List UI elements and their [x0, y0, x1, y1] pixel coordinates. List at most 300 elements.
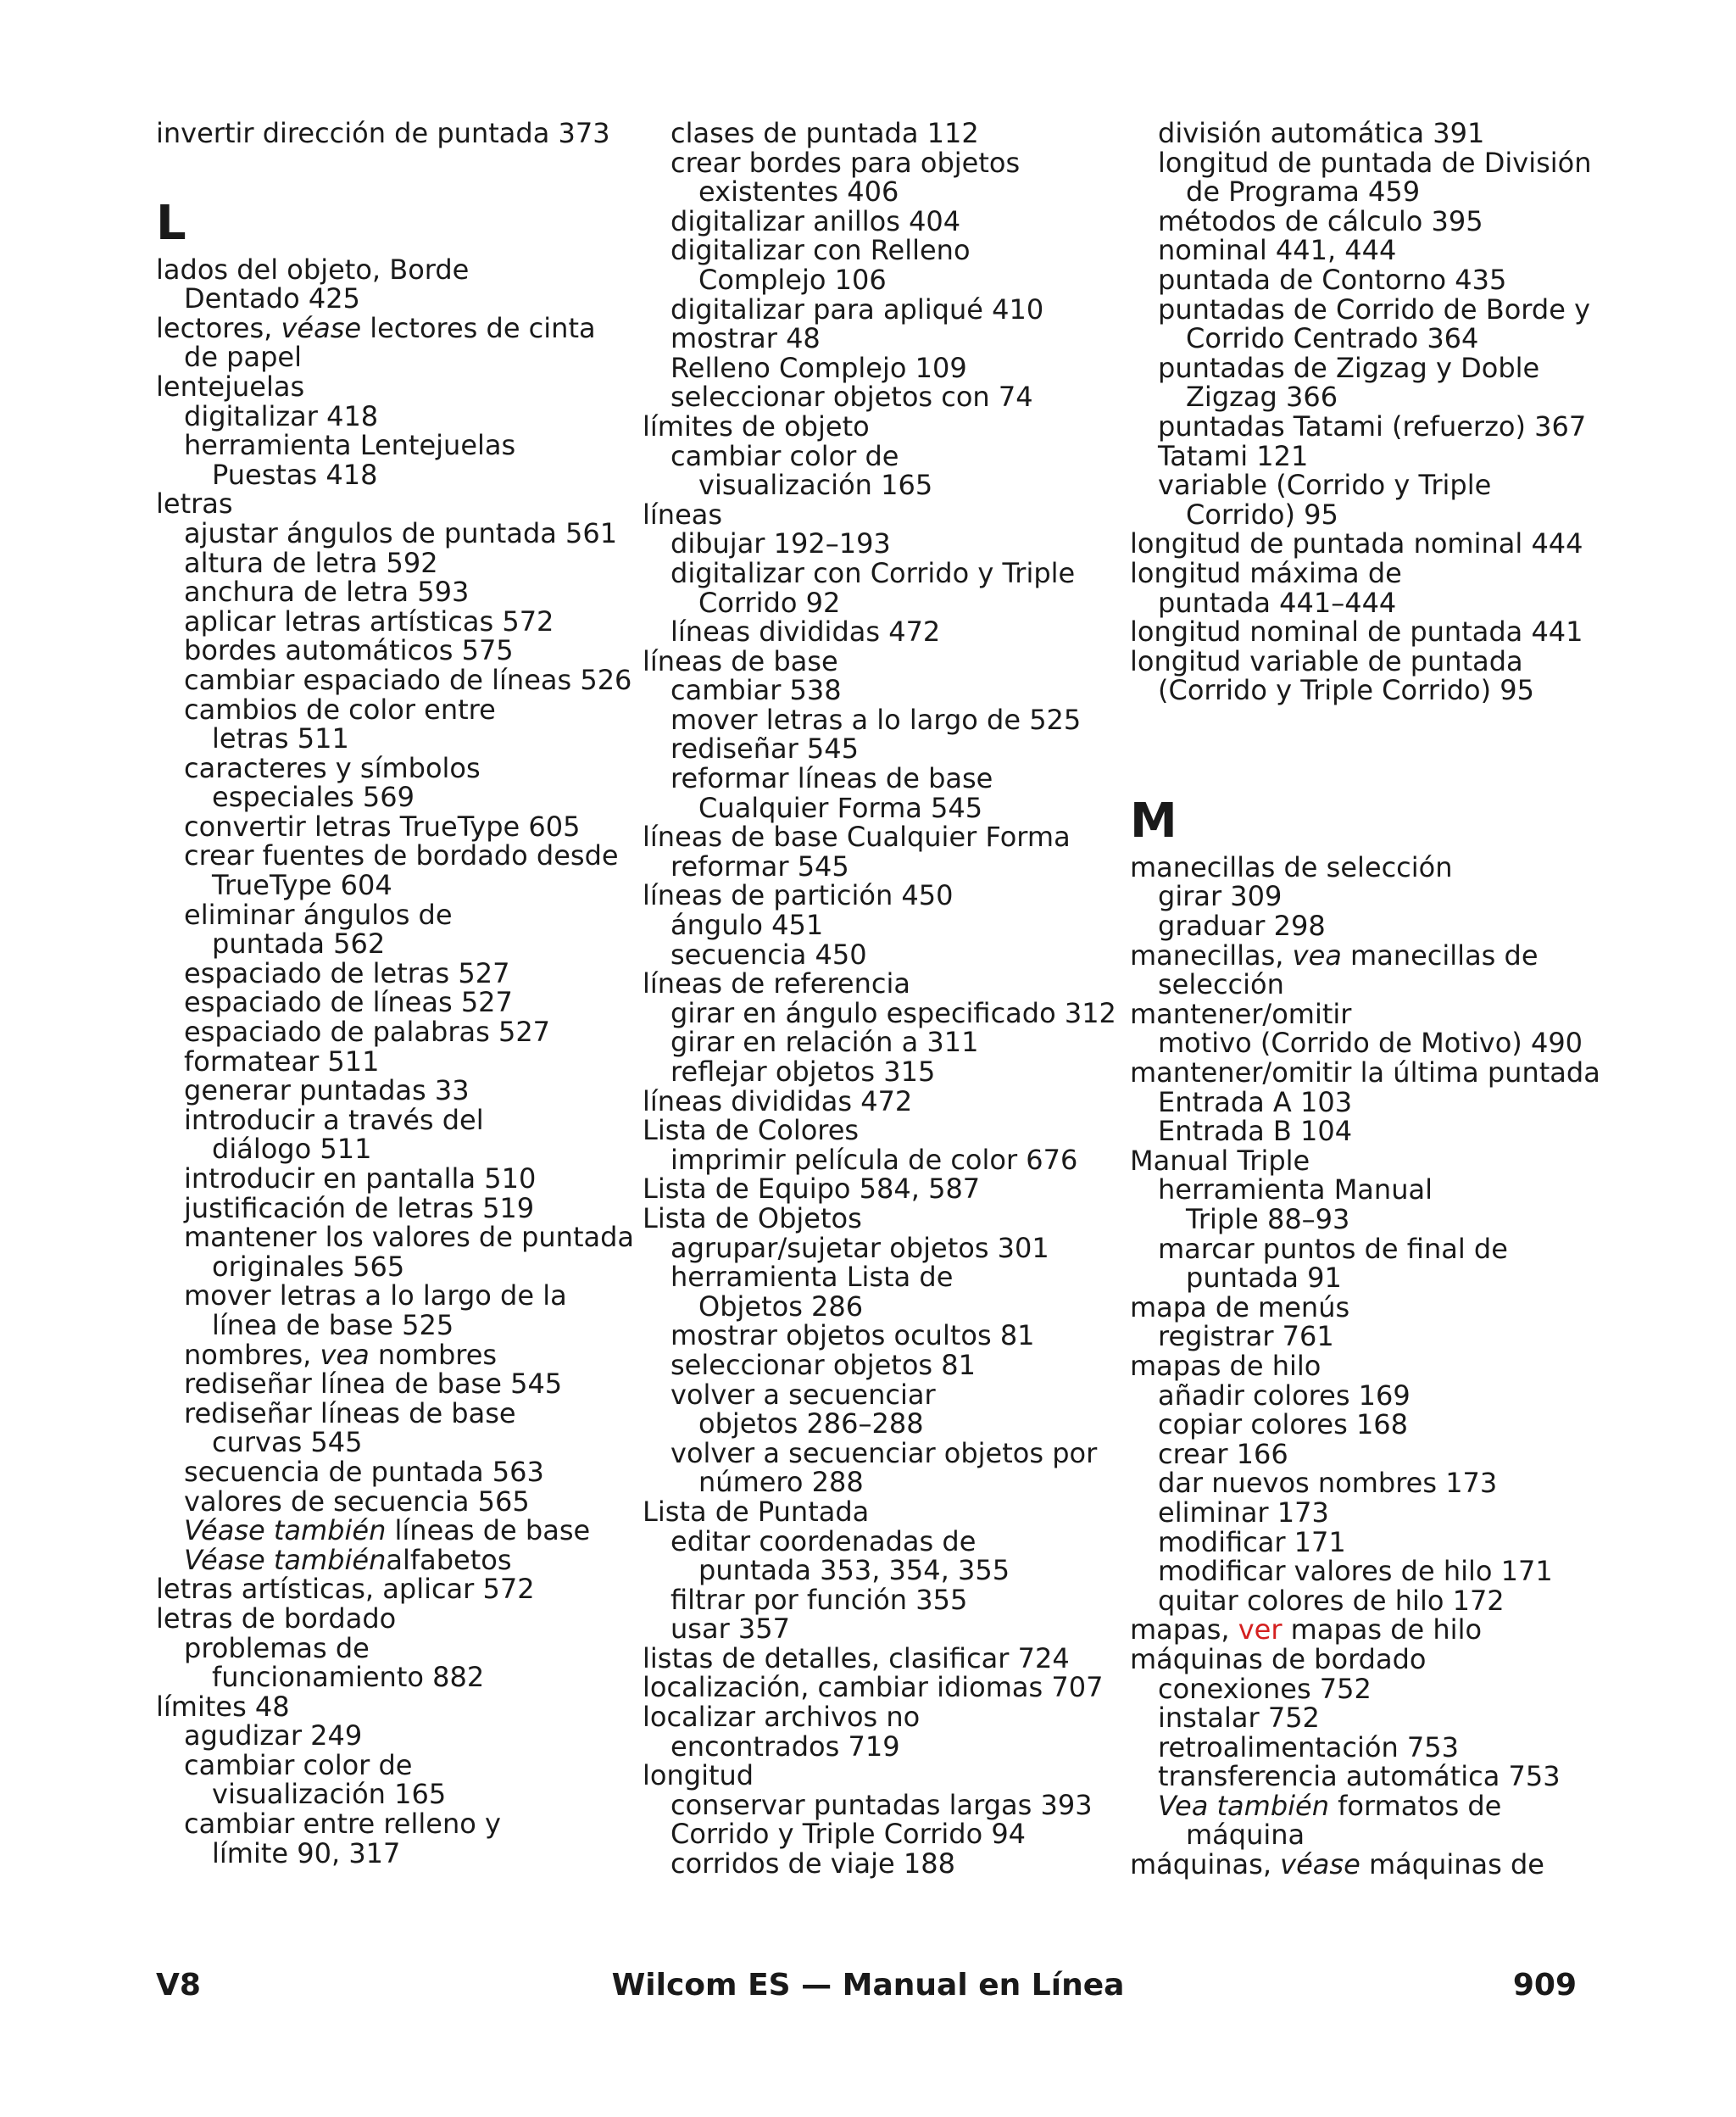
- entry-text: digitalizar con Corrido y Triple: [670, 556, 1076, 589]
- index-entry: [156, 841, 631, 871]
- entry-text: alfabetos: [386, 1543, 512, 1576]
- index-entry: [156, 1252, 631, 1282]
- index-entry: [1130, 1381, 1613, 1411]
- entry-text: agudizar 249: [184, 1719, 363, 1752]
- index-entry: [156, 1487, 631, 1517]
- entry-text: límite 90, 317: [212, 1836, 401, 1869]
- entry-text: Objetos 286: [698, 1290, 864, 1323]
- entry-text: líneas: [643, 498, 723, 531]
- entry-text: mapas de hilo: [1130, 1349, 1321, 1382]
- entry-text: valores de secuencia 565: [184, 1485, 530, 1518]
- entry-text: letras: [156, 487, 233, 521]
- index-entry: invertir dirección de puntada 373: [156, 117, 610, 149]
- entry-text: Lista de Objetos: [643, 1201, 862, 1234]
- entry-text: máquinas,: [1130, 1848, 1281, 1881]
- entry-text: volver a secuenciar objetos por: [670, 1436, 1098, 1469]
- index-entry: [156, 663, 632, 696]
- entry-text: máquinas de bordado: [1130, 1642, 1427, 1675]
- entry-text: Lista de Colores: [643, 1114, 860, 1147]
- index-entry: [1130, 382, 1613, 412]
- entry-text: cambiar entre relleno y: [184, 1808, 501, 1841]
- index-entry: [1130, 351, 1613, 384]
- entry-text: aplicar letras artísticas 572: [184, 604, 554, 638]
- index-entry: [156, 751, 631, 784]
- entry-text: Zigzag 366: [1186, 381, 1338, 414]
- index-entry: [156, 1543, 631, 1576]
- entry-text: retroalimentación 753: [1158, 1730, 1459, 1763]
- index-entry: [1130, 941, 1613, 971]
- index-entry: [156, 900, 631, 930]
- index-entry: [643, 1262, 1117, 1292]
- index-entry: [643, 644, 1117, 677]
- index-entry: [1130, 1322, 1613, 1351]
- entry-text: ajustar ángulos de puntada 561: [184, 516, 618, 549]
- index-entry: [643, 1702, 1117, 1732]
- entry-text: ángulo 451: [670, 909, 824, 942]
- entry-text: localizar archivos no: [643, 1701, 921, 1734]
- index-entry: [1130, 882, 1613, 911]
- index-entry: [643, 852, 1117, 882]
- index-entry: [643, 439, 1117, 472]
- cross-reference: Véase también: [184, 1514, 387, 1547]
- section-heading-m: M: [1130, 793, 1177, 849]
- index-entry: [1130, 1525, 1613, 1558]
- index-entry: [156, 956, 631, 989]
- index-entry: [643, 1585, 1117, 1615]
- entry-text: división automática 391: [1158, 117, 1485, 149]
- index-entry: [643, 1819, 1117, 1849]
- index-entry: [156, 1721, 631, 1751]
- index-entry: [156, 516, 631, 549]
- index-entry: [643, 1524, 1117, 1557]
- entry-text: rediseñar 545: [670, 733, 859, 766]
- entry-text: visualización 165: [212, 1778, 447, 1811]
- entry-text: mantener/omitir: [1130, 997, 1352, 1030]
- index-entry: [643, 1436, 1117, 1469]
- entry-text: objetos 286–288: [698, 1407, 924, 1440]
- index-entry: [156, 812, 631, 842]
- entry-text: agrupar/sujetar objetos 301: [670, 1231, 1049, 1264]
- entry-text: cambiar color de: [670, 439, 899, 472]
- index-entry: [1130, 500, 1613, 530]
- entry-text: Cualquier Forma 545: [698, 791, 983, 824]
- entry-text: (Corrido y Triple Corrido) 95: [1158, 674, 1534, 707]
- index-entry: [156, 1340, 631, 1370]
- entry-text: Complejo 106: [698, 263, 887, 296]
- entry-text: diálogo 511: [212, 1133, 372, 1166]
- entry-text: usar 357: [670, 1613, 790, 1646]
- cross-reference: véase: [1280, 1848, 1360, 1881]
- entry-text: líneas divididas 472: [670, 616, 941, 649]
- entry-text: longitud máxima de: [1130, 556, 1402, 589]
- entry-text: digitalizar con Relleno: [670, 234, 971, 267]
- entry-text: reformar 545: [670, 850, 849, 883]
- index-entry: [643, 1673, 1117, 1702]
- entry-text: límites de objeto: [643, 409, 870, 443]
- entry-text: herramienta Lentejuelas: [184, 429, 516, 462]
- entry-text: cambios de color entre: [184, 693, 496, 726]
- index-entry: [1130, 1205, 1613, 1234]
- footer-page-number: 909: [1512, 1968, 1577, 2003]
- entry-text: Corrido y Triple Corrido 94: [670, 1818, 1027, 1851]
- index-entry: [156, 577, 631, 607]
- entry-text: secuencia de puntada 563: [184, 1455, 544, 1488]
- index-entry: [1130, 970, 1613, 1000]
- entry-text: localización, cambiar idiomas 707: [643, 1671, 1104, 1704]
- entry-text: cambiar color de: [184, 1748, 413, 1781]
- entry-text: líneas de base: [643, 644, 838, 677]
- index-entry: [156, 1516, 631, 1546]
- entry-text: máquinas de: [1360, 1848, 1544, 1881]
- entry-text: líneas divididas 472: [643, 1084, 913, 1117]
- entry-text: graduar 298: [1158, 910, 1326, 943]
- entry-text: líneas de base Cualquier Forma: [643, 821, 1071, 854]
- index-entry: [156, 1369, 631, 1399]
- entry-text: listas de detalles, clasificar 724: [643, 1641, 1070, 1674]
- entry-text: encontrados 719: [670, 1730, 900, 1763]
- entry-text: volver a secuenciar: [670, 1378, 936, 1411]
- index-entry: [643, 471, 1117, 500]
- entry-text: puntada de Contorno 435: [1158, 263, 1507, 296]
- entry-text: funcionamiento 882: [212, 1661, 485, 1694]
- entry-text: Tatami 121: [1158, 439, 1309, 472]
- index-entry: [156, 1076, 631, 1106]
- entry-text: mostrar 48: [670, 322, 821, 355]
- index-entry: [643, 556, 1117, 589]
- index-entry: [643, 204, 1117, 237]
- entry-text: Corrido) 95: [1186, 498, 1338, 531]
- entry-text: de papel: [184, 341, 302, 374]
- entry-text: máquina: [1186, 1819, 1305, 1852]
- entry-text: mapa de menús: [1130, 1290, 1350, 1323]
- entry-text: existentes 406: [698, 175, 899, 209]
- entry-text: espaciado de letras 527: [184, 956, 510, 989]
- index-entry: [1130, 1820, 1613, 1850]
- entry-text: originales 565: [212, 1250, 405, 1283]
- index-entry: [1130, 1351, 1613, 1381]
- index-entry: [1130, 204, 1613, 237]
- entry-text: eliminar 173: [1158, 1496, 1329, 1529]
- index-entry: [643, 292, 1117, 326]
- index-entry: [156, 604, 631, 638]
- index-entry: [156, 372, 631, 402]
- index-entry: [643, 177, 1117, 207]
- index-entry: [156, 489, 631, 519]
- index-entry: [643, 351, 1117, 384]
- entry-text: longitud: [643, 1759, 754, 1792]
- entry-text: dibujar 192–193: [670, 527, 891, 560]
- entry-text: altura de letra 592: [184, 546, 438, 579]
- index-entry: [156, 871, 631, 900]
- index-entry: [1130, 556, 1613, 589]
- entry-text: registrar 761: [1158, 1320, 1334, 1353]
- cross-reference: véase: [281, 311, 362, 344]
- index-entry: [643, 382, 1117, 412]
- index-entry: [643, 1231, 1117, 1264]
- index-entry: [1130, 1468, 1613, 1498]
- index-entry: [1130, 1642, 1613, 1675]
- footer-version: V8: [156, 1968, 201, 2003]
- index-entry: [1130, 529, 1613, 559]
- index-entry: [1130, 1058, 1613, 1088]
- index-entry: [156, 1631, 631, 1664]
- index-entry: [1130, 1263, 1613, 1293]
- entries-group: [643, 119, 1117, 1879]
- entry-text: longitud de puntada de División: [1158, 146, 1592, 179]
- index-entry: [156, 1809, 631, 1839]
- index-column-3: [1130, 119, 1613, 1880]
- index-entry: [156, 1692, 631, 1722]
- index-entry: [643, 1201, 1117, 1234]
- entry-text: modificar valores de hilo 171: [1158, 1555, 1553, 1588]
- index-entry: [156, 1047, 631, 1077]
- index-entry: [156, 1604, 631, 1634]
- index-entry: [1130, 1117, 1613, 1146]
- index-entry: [1130, 148, 1613, 178]
- index-entry: [1130, 1586, 1613, 1616]
- index-entry: [1130, 676, 1613, 705]
- entry-text: dar nuevos nombres 173: [1158, 1467, 1498, 1500]
- entry-text: cambiar 538: [670, 674, 842, 707]
- entry-text: transferencia automática 753: [1158, 1760, 1561, 1793]
- entry-text: introducir a través del: [184, 1103, 484, 1136]
- entry-text: rediseñar líneas de base: [184, 1396, 516, 1429]
- entry-text: caracteres y símbolos: [184, 751, 481, 784]
- index-column-1: [156, 117, 635, 1869]
- entry-text: rediseñar línea de base 545: [184, 1368, 563, 1401]
- index-entry: [156, 988, 631, 1017]
- entry-text: curvas 545: [212, 1426, 363, 1459]
- entry-text: Entrada A 103: [1158, 1085, 1353, 1118]
- index-entry: [643, 1849, 1117, 1879]
- entry-text: mantener los valores de puntada: [184, 1221, 635, 1254]
- index-entry: [643, 1409, 1117, 1439]
- entry-text: visualización 165: [698, 469, 933, 502]
- entry-text: corridos de viaje 188: [670, 1847, 955, 1880]
- index-entry: [1130, 292, 1613, 326]
- index-entry: [1130, 1146, 1613, 1176]
- entry-text: quitar colores de hilo 172: [1158, 1584, 1505, 1617]
- entries-group: [156, 253, 635, 1869]
- index-entry: [1130, 265, 1613, 295]
- entry-text: Corrido Centrado 364: [1186, 322, 1479, 355]
- entry-text: lentejuelas: [156, 370, 305, 403]
- index-entry: [643, 265, 1117, 295]
- index-entry: [156, 1836, 631, 1869]
- index-entry: [156, 1457, 631, 1487]
- entry-text: reflejar objetos 315: [670, 1056, 936, 1088]
- index-entry: [156, 1017, 631, 1047]
- index-entry: [643, 1174, 1117, 1204]
- index-entry: [1130, 439, 1613, 472]
- entry-text: formatear 511: [184, 1045, 380, 1078]
- entries-group: [1130, 850, 1613, 1881]
- index-entry: [156, 636, 631, 666]
- index-entry: [1130, 617, 1613, 647]
- entry-text: métodos de cálculo 395: [1158, 204, 1483, 237]
- index-entry: [156, 311, 631, 344]
- entry-text: mapas,: [1130, 1613, 1238, 1646]
- entry-text: mover letras a lo largo de la: [184, 1279, 567, 1312]
- index-entry: [643, 1468, 1117, 1497]
- index-entry: [1130, 1791, 1613, 1821]
- index-entry: [643, 1497, 1117, 1527]
- entry-text: digitalizar para apliqué 410: [670, 292, 1044, 326]
- entry-text: Dentado 425: [184, 282, 360, 315]
- index-entry: [156, 1134, 631, 1164]
- entry-text: seleccionar objetos 81: [670, 1348, 976, 1381]
- index-entry: [1130, 324, 1613, 354]
- index-entry: [1130, 409, 1613, 443]
- index-entry: [156, 546, 631, 579]
- cross-reference: vea: [1292, 939, 1342, 972]
- index-entry: [1130, 997, 1613, 1030]
- index-entry: [643, 1321, 1117, 1351]
- index-entry: [1130, 119, 1613, 148]
- entry-text: conexiones 752: [1158, 1672, 1372, 1705]
- index-entry: [156, 1103, 631, 1136]
- entry-text: generar puntadas 33: [184, 1074, 470, 1107]
- entry-text: copiar colores 168: [1158, 1408, 1409, 1441]
- entry-text: letras artísticas, aplicar 572: [156, 1573, 535, 1606]
- entry-text: formatos de: [1328, 1789, 1502, 1822]
- cross-reference-link[interactable]: ver: [1238, 1613, 1283, 1646]
- entry-text: longitud variable de puntada: [1130, 644, 1523, 677]
- index-entry: [1130, 1234, 1613, 1264]
- entry-text: puntada 441–444: [1158, 586, 1397, 619]
- entry-text: digitalizar anillos 404: [670, 204, 961, 237]
- entry-text: espaciado de líneas 527: [184, 986, 513, 1019]
- entry-text: girar en relación a 311: [670, 1026, 979, 1059]
- index-entry: [643, 764, 1117, 794]
- index-entry: [643, 791, 1117, 824]
- index-entry: [643, 409, 1117, 443]
- index-entry: [643, 1614, 1117, 1644]
- entry-text: selección: [1158, 968, 1284, 1001]
- index-entry: [156, 1221, 635, 1254]
- index-entry: [1130, 1175, 1613, 1205]
- index-entry: [643, 881, 1117, 911]
- entry-text: herramienta Lista de: [670, 1261, 954, 1294]
- entries-group: [1130, 119, 1613, 705]
- index-entry: [156, 929, 631, 959]
- entry-text: Relleno Complejo 109: [670, 351, 967, 384]
- index-entry: [1130, 1437, 1613, 1470]
- entry-text: manecillas,: [1130, 939, 1293, 972]
- index-entry: [643, 1761, 1117, 1791]
- entry-text: secuencia 450: [670, 938, 867, 971]
- entry-text: clases de puntada 112: [670, 117, 979, 149]
- entry-text: longitud nominal de puntada 441: [1130, 616, 1583, 649]
- section-heading-l: L: [156, 195, 186, 251]
- index-entry: [643, 1084, 1117, 1117]
- index-entry: [643, 500, 1117, 530]
- entry-text: introducir en pantalla 510: [184, 1162, 537, 1195]
- entry-text: conservar puntadas largas 393: [670, 1788, 1093, 1821]
- index-entry: [156, 1574, 631, 1604]
- index-entry: [1130, 1674, 1613, 1704]
- entry-text: herramienta Manual: [1158, 1173, 1433, 1206]
- index-entry: [643, 236, 1117, 265]
- index-entry: [1130, 1730, 1613, 1763]
- entry-text: mapas de hilo: [1282, 1613, 1483, 1646]
- entry-text: imprimir película de color 676: [670, 1143, 1078, 1176]
- entry-text: espaciado de palabras 527: [184, 1016, 551, 1049]
- index-entry: [643, 734, 1117, 764]
- index-entry: [643, 1116, 1117, 1145]
- entry-text: crear bordes para objetos: [670, 146, 1021, 179]
- index-entry: [156, 343, 631, 372]
- index-entry: [156, 284, 631, 314]
- index-entry: [156, 255, 631, 285]
- index-entry: [1130, 1290, 1613, 1323]
- cross-reference: Véase también: [184, 1543, 387, 1576]
- index-entry: [156, 431, 631, 460]
- entry-text: crear fuentes de bordado desde: [184, 839, 619, 872]
- index-entry: [156, 1396, 631, 1429]
- index-entry: [643, 1057, 1117, 1087]
- index-entry: [1130, 1615, 1613, 1645]
- entry-text: manecillas de selección: [1130, 850, 1453, 883]
- entry-text: crear 166: [1158, 1437, 1288, 1470]
- entry-text: longitud de puntada nominal 444: [1130, 527, 1583, 560]
- index-column-2: [643, 119, 1117, 1879]
- entry-text: Entrada B 104: [1158, 1115, 1353, 1148]
- index-entry: [1130, 1557, 1613, 1586]
- entry-text: digitalizar 418: [184, 399, 379, 432]
- index-entry: [1130, 911, 1613, 941]
- entry-text: convertir letras TrueType 605: [184, 810, 581, 843]
- entry-text: puntadas de Corrido de Borde y: [1158, 292, 1590, 326]
- entry-text: de Programa 459: [1186, 175, 1421, 209]
- index-entry: [156, 1663, 631, 1692]
- index-entry: [156, 724, 631, 754]
- index-entry: [156, 1428, 631, 1457]
- entry-text: Lista de Puntada: [643, 1495, 870, 1528]
- entry-text: puntada 353, 354, 355: [698, 1554, 1010, 1587]
- entry-text: línea de base 525: [212, 1308, 454, 1341]
- index-entry: [156, 1164, 631, 1194]
- entry-text: letras 511: [212, 722, 349, 755]
- entry-text: variable (Corrido y Triple: [1158, 469, 1492, 502]
- entry-text: Triple 88–93: [1186, 1203, 1350, 1235]
- entry-text: eliminar ángulos de: [184, 898, 453, 931]
- index-entry: [643, 1788, 1117, 1821]
- entry-text: especiales 569: [212, 781, 415, 814]
- index-entry: [156, 695, 631, 725]
- entry-text: líneas de referencia: [643, 967, 910, 1000]
- index-entry: [156, 1780, 631, 1809]
- entry-text: letras de bordado: [156, 1602, 397, 1635]
- entry-text: mantener/omitir la última puntada: [1130, 1056, 1600, 1089]
- cross-reference: vea: [320, 1338, 370, 1371]
- entry-text: Corrido 92: [698, 586, 841, 619]
- index-entry: [643, 148, 1117, 178]
- footer-title: Wilcom ES — Manual en Línea: [611, 1968, 1125, 2003]
- index-entry: [643, 1641, 1117, 1674]
- entry-text: número 288: [698, 1466, 864, 1499]
- index-entry: [643, 529, 1117, 559]
- index-entry: [643, 1028, 1117, 1057]
- index-entry: [643, 996, 1117, 1029]
- index-entry: [1130, 644, 1613, 677]
- index-entry: [156, 783, 631, 812]
- index-entry: [156, 1748, 631, 1781]
- index-entry: [1130, 588, 1613, 618]
- entry-text: Puestas 418: [212, 458, 378, 491]
- entry-text: puntada 91: [1186, 1262, 1342, 1295]
- entry-text: manecillas de: [1341, 939, 1538, 972]
